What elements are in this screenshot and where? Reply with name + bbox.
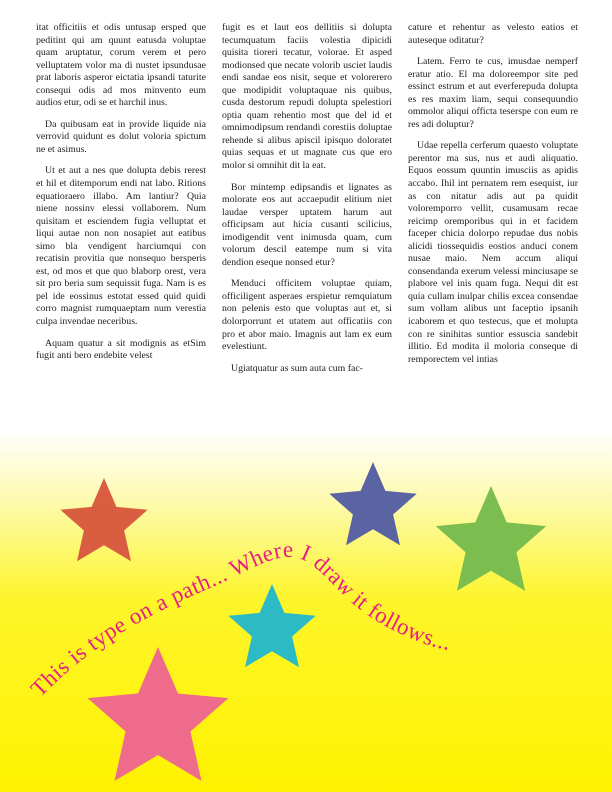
pink-star <box>88 647 229 781</box>
paragraph: Aquam quatur a sit modignis as etSim fugit anti bero endebite velest <box>36 337 206 362</box>
paragraph: Udae repella cerferum quaesto voluptate perentor ma sus, nus et audi aliquatio. Equos eossum quuntin imusciis as apidis accabo. Ihil int pernatem rem esequist, iur as con nitatur adis aut pa quidit voloremporro vellit, cusamusam recae reicimp oremporibus qui in et facidem faceper chicia dolorpo repudae dus nobis alicidi tiossequidis eostios anduci conem nusae maio. Nem accum aliqui consendanda exerum velessi minciusape se plabore vel inis quam fuga. Nequi dit est quia cullam inulpar chilis excea consendae sum vollam alibus unt faceptio ipsanih icaborem et quo testecus, que et molupta con re sinihitas suntior essuscia sandebit illitio. Ed modita il moloria conseque di remporectem vel intias <box>408 140 578 365</box>
paragraph: cature et rehentur as velesto eatios et auteseque oditatur? <box>408 22 578 46</box>
navy-star <box>329 462 416 545</box>
paragraph: Bor mintemp edipsandis et lignates as molorate eos aut accaepudit elitium niet laudae versper uptatem harum aut officipsam aut hicia cusanti scilicius, imodigendit vent inimusda quam, cum volorum descil eatempe num si vita dendion eseque nonsed etur? <box>222 181 392 268</box>
paragraph: Ugiatquatur as sum auta cum fac- <box>231 362 363 374</box>
paragraph: Ut et aut a nes que dolupta debis rerest et hil et ditemporum endi nat labo. Ritions equatioraero illabo. Am lantiur? Quia niene nossinv elessi vollaborem. Num quisitam et esciendem fugia velluptat et liqui autae non non nosapiet aut eatibus simo bla vendigent harciumqui con recatisin provitia que nonsequo bersperis est, od mos et que quo blaborp orest, vera sit pro beria sum sequissit fuga. Nam is es pel ide eossinus estotat essed quid quidi corro magnist rumquaeptam num verestia culpa invendae neceribus. <box>36 165 206 328</box>
paragraph: fugit es et laut eos dellitiis si dolupta tecumquatum faciis volestia dipicidi quisita tioreri tecatur, volorae. Et asped modionsed que necate volorib usciet laudis endi sandae eos nisit, seque et volorerero que modipidit voluptaquae nis quibus, cusda destorum repudi dolupta spelestiori optia quam rehentio most que del id et omnimodipsum rendandi corestiis doluptae rehende si alibus apiscil ipisquo doloratet quias sequas et ut magnate cus que ero molor si omnihit dit la eat. <box>222 22 392 172</box>
path-text: This is type on a path... Where I draw it follows... <box>25 536 453 702</box>
text-column-1 <box>36 22 206 472</box>
paragraph: Menduci officitem voluptae quiam, officiligent asperaes erspietur remquiatum non pelenis esto que voluptas aut et, si dolorporrunt et utatem aut officatiis con pro et abor maio. Imagnis aut lam ex eum evelestiunt. <box>222 278 392 353</box>
star-artwork <box>0 440 612 792</box>
paragraph: Da quibusam eat in provide liquide nia verrovid quidunt es dolut voloria spictum ne et asimus. <box>36 118 206 155</box>
paragraph: Latem. Ferro te cus, imusdae nemperf eratur atio. El ma doloreempor site ped essinct estrum et aut everferepuda dolupta es res maxim liam, sequi consequundio ommolor aliqui officta teserspe con eum re res adi doluptur? <box>408 56 578 130</box>
text-column-2 <box>222 22 392 472</box>
red-star <box>60 478 147 561</box>
green-star <box>436 486 546 591</box>
text-column-3 <box>408 22 578 472</box>
teal-star <box>228 584 315 667</box>
text-columns <box>36 22 578 472</box>
paragraph: itat officitiis et odis untusap ersped que peditint qui am quunt eatusda voluptae quam aruptatur, corum verem et pero velluptatem volor ma di nustet ipsundusae prat laboris asperor eictatia ipsandi taturite consequi odis ad mos minvento eum audios etur, odi se et harchil inus. <box>36 22 206 109</box>
